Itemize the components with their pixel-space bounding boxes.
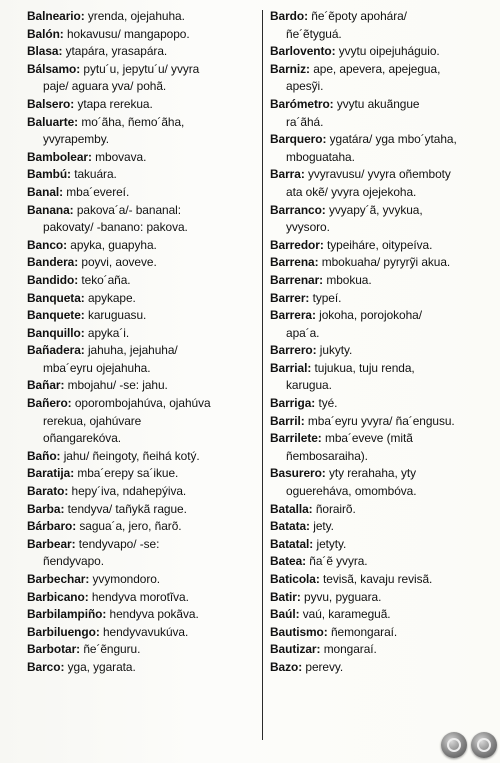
dictionary-entry: [27, 290, 257, 308]
entry-definition: ñemongaraí.: [327, 624, 398, 639]
entry-headword: Barranco:: [270, 202, 326, 217]
dictionary-entry: [270, 307, 492, 342]
dictionary-entry: [270, 553, 492, 571]
entry-headword: Banquillo:: [27, 325, 85, 340]
entry-headword: Blasa:: [27, 44, 63, 59]
entry-definition: ñe´ẽnguru.: [80, 642, 141, 657]
left-column: [27, 8, 257, 677]
entry-headword: Barrenar:: [270, 272, 324, 287]
entry-definition-continued: ra´ãhá.: [286, 114, 324, 129]
entry-definition: yrenda, ojejahuha.: [84, 9, 185, 23]
dictionary-entry: [270, 61, 492, 96]
entry-headword: Barniz:: [270, 61, 310, 76]
entry-headword: Banco:: [27, 237, 67, 252]
dictionary-entry: [27, 377, 257, 395]
next-page-icon: [477, 738, 491, 752]
dictionary-entry: [270, 641, 492, 659]
entry-headword: Barrena:: [270, 255, 319, 270]
dictionary-entry: [270, 465, 492, 500]
entry-headword: Barrial:: [270, 360, 312, 375]
dictionary-entry: [270, 272, 492, 290]
entry-definition: yvyravusu/ yvyra oñemboty: [304, 167, 451, 182]
entry-headword: Bautizar:: [270, 642, 321, 657]
entry-definition: mongaraí.: [320, 642, 377, 657]
dictionary-entry: [27, 8, 257, 26]
entry-headword: Barbilampiño:: [27, 607, 107, 622]
entry-definition: tevisã, kavaju revisã.: [319, 572, 433, 586]
dictionary-entry: [270, 659, 492, 677]
dictionary-entry: [270, 254, 492, 272]
entry-definition: jukyty.: [316, 343, 353, 358]
entry-headword: Barquero:: [270, 132, 327, 147]
entry-headword: Bambú:: [27, 167, 71, 182]
entry-definition: typeí.: [309, 290, 342, 305]
entry-definition: pakova´a/- bananal:: [73, 202, 181, 217]
entry-definition: hendyva morotĩva.: [88, 589, 189, 604]
dictionary-entry: [270, 413, 492, 431]
entry-definition-continued: paje/ aguara yva/ pohã.: [43, 79, 167, 94]
dictionary-entry: [27, 202, 257, 237]
entry-definition: mba´eyru yvyra/ ña´engusu.: [304, 413, 455, 428]
entry-headword: Bárbaro:: [27, 519, 77, 534]
dictionary-entry: [27, 395, 257, 448]
dictionary-entry: [27, 624, 257, 642]
dictionary-entry: [27, 448, 257, 466]
entry-definition: tendyvapo/ -se:: [75, 536, 160, 551]
dictionary-entry: [270, 342, 492, 360]
entry-definition: mbojahu/ -se: jahu.: [64, 378, 168, 393]
entry-headword: Barbotar:: [27, 642, 81, 657]
entry-definition: karuguasu.: [84, 308, 147, 323]
dictionary-entry: [270, 202, 492, 237]
entry-definition: poyvi, aoveve.: [78, 255, 157, 270]
dictionary-entry: [27, 659, 257, 677]
dictionary-entry: [27, 307, 257, 325]
entry-headword: Bañar:: [27, 378, 65, 393]
dictionary-entry: [270, 43, 492, 61]
entry-headword: Bálsamo:: [27, 61, 81, 76]
entry-headword: Banal:: [27, 184, 64, 199]
entry-definition: mbokua.: [323, 272, 372, 287]
entry-headword: Barbear:: [27, 536, 76, 551]
entry-definition: jety.: [309, 519, 334, 534]
entry-headword: Batatal:: [270, 536, 314, 551]
entry-definition: yvyapy´ã, yvykua,: [325, 202, 423, 217]
entry-definition-continued: ñe´ẽtyguá.: [286, 26, 342, 41]
entry-definition: yvymondoro.: [89, 572, 161, 586]
entry-headword: Bañero:: [27, 396, 72, 411]
entry-headword: Barba:: [27, 501, 65, 516]
entry-definition-continued: apa´a.: [286, 325, 320, 340]
entry-headword: Banqueta:: [27, 290, 85, 305]
entry-definition: takuára.: [70, 167, 117, 182]
entry-definition: tujukua, tuju renda,: [311, 360, 415, 375]
dictionary-entry: [270, 290, 492, 308]
dictionary-entry: [27, 43, 257, 61]
entry-definition: mbovava.: [91, 149, 147, 164]
dictionary-entry: [270, 606, 492, 624]
entry-definition: typeiháre, oitypeíva.: [323, 237, 433, 252]
entry-definition-continued: ñembosaraiha).: [286, 448, 368, 463]
entry-headword: Barlovento:: [270, 44, 336, 59]
entry-headword: Bautismo:: [270, 624, 328, 639]
entry-headword: Barómetro:: [270, 96, 334, 111]
entry-definition-continued: rerekua, ojahúvare: [43, 413, 142, 428]
entry-definition: yvytu oipejuháguio.: [335, 44, 440, 59]
dictionary-entry: [27, 571, 257, 589]
entry-headword: Barrilete:: [270, 431, 322, 446]
entry-headword: Barra:: [270, 167, 305, 182]
entry-headword: Baluarte:: [27, 114, 79, 129]
entry-headword: Batir:: [270, 589, 301, 604]
entry-definition: teko´aña.: [78, 272, 131, 287]
entry-headword: Barredor:: [270, 237, 324, 252]
dictionary-entry: [270, 395, 492, 413]
previous-page-button[interactable]: [441, 732, 467, 758]
next-page-button[interactable]: [471, 732, 497, 758]
dictionary-entry: [27, 641, 257, 659]
dictionary-entry: [27, 536, 257, 571]
dictionary-entry: [27, 184, 257, 202]
entry-definition-continued: ata okẽ/ yvyra ojejekoha.: [286, 184, 417, 199]
entry-definition: jokoha, porojokoha/: [315, 308, 422, 323]
entry-definition: mo´ãha, ñemo´ãha,: [78, 114, 185, 129]
dictionary-entry: [27, 254, 257, 272]
entry-definition-continued: mba´eyru ojejahuha.: [43, 360, 151, 375]
entry-headword: Banquete:: [27, 308, 85, 323]
entry-definition: apykape.: [84, 290, 136, 305]
entry-definition-continued: yvysoro.: [286, 220, 330, 235]
entry-definition: yty rerahaha, yty: [325, 466, 417, 481]
entry-definition: mba´eveve (mitã: [321, 431, 413, 446]
dictionary-entry: [270, 237, 492, 255]
entry-definition: perevy.: [302, 659, 344, 674]
entry-headword: Barco:: [27, 659, 65, 674]
entry-definition: apyka, guapyha.: [67, 237, 157, 252]
dictionary-entry: [270, 430, 492, 465]
entry-headword: Barbicano:: [27, 589, 89, 604]
dictionary-entry: [27, 96, 257, 114]
dictionary-entry: [27, 606, 257, 624]
dictionary-entry: [270, 589, 492, 607]
entry-headword: Barbechar:: [27, 572, 90, 586]
entry-definition-continued: karugua.: [286, 378, 332, 393]
entry-definition-continued: yvyrapemby.: [43, 132, 109, 147]
entry-headword: Barril:: [270, 413, 305, 428]
entry-definition: ygatára/ yga mbo´ytaha,: [326, 132, 457, 147]
entry-definition: ña´ẽ yvyra.: [306, 554, 368, 569]
entry-definition: ape, apevera, apejegua,: [309, 61, 441, 76]
entry-definition: hendyvavukúva.: [99, 624, 189, 639]
entry-headword: Bandido:: [27, 272, 79, 287]
dictionary-entry: [27, 61, 257, 96]
entry-definition-continued: oñangarekóva.: [43, 431, 122, 446]
dictionary-entry: [270, 518, 492, 536]
entry-definition: hepy´iva, ndahepýiva.: [68, 484, 187, 499]
entry-definition: vaú, karameguã.: [299, 607, 391, 622]
dictionary-entry: [270, 8, 492, 43]
dictionary-entry: [27, 166, 257, 184]
dictionary-entry: [27, 589, 257, 607]
dictionary-entry: [270, 501, 492, 519]
dictionary-entry: [27, 342, 257, 377]
dictionary-entry: [270, 96, 492, 131]
previous-page-icon: [447, 738, 461, 752]
entry-headword: Baño:: [27, 448, 61, 463]
entry-definition: apyka´i.: [84, 325, 130, 340]
entry-definition: tendyva/ tañykã rague.: [64, 501, 187, 516]
dictionary-entry: [27, 272, 257, 290]
dictionary-entry: [27, 483, 257, 501]
entry-headword: Baúl:: [270, 607, 300, 622]
entry-definition: ytapa rerekua.: [74, 96, 153, 111]
column-divider: [262, 10, 263, 740]
entry-definition: mba´erepy sa´ikue.: [74, 466, 179, 481]
entry-definition: ytapára, yrasapára.: [62, 44, 168, 59]
entry-headword: Balsero:: [27, 96, 75, 111]
dictionary-entry: [270, 166, 492, 201]
dictionary-entry: [270, 536, 492, 554]
entry-headword: Barrera:: [270, 308, 316, 323]
entry-definition: sagua´a, jero, ñarõ.: [76, 519, 182, 534]
entry-headword: Banana:: [27, 202, 74, 217]
dictionary-entry: [27, 149, 257, 167]
entry-headword: Balón:: [27, 26, 64, 41]
entry-headword: Barato:: [27, 484, 69, 499]
entry-headword: Bardo:: [270, 9, 309, 23]
entry-definition: yvytu akuãngue: [333, 96, 420, 111]
entry-headword: Baticola:: [270, 572, 320, 586]
entry-definition-continued: apesỹi.: [286, 79, 324, 94]
entry-definition: jetyty.: [313, 536, 347, 551]
entry-headword: Baratija:: [27, 466, 75, 481]
entry-definition: mbokuaha/ pyryrỹi akua.: [318, 255, 451, 270]
entry-headword: Barrero:: [270, 343, 317, 358]
entry-definition: pyvu, pyguara.: [300, 589, 382, 604]
entry-definition: tyé.: [315, 396, 338, 411]
entry-definition: oporombojahúva, ojahúva: [71, 396, 211, 411]
entry-headword: Bazo:: [270, 659, 303, 674]
dictionary-entry: [27, 237, 257, 255]
dictionary-entry: [27, 114, 257, 149]
entry-definition-continued: mboguataha.: [286, 149, 355, 164]
dictionary-entry: [27, 26, 257, 44]
entry-headword: Barbiluengo:: [27, 624, 100, 639]
entry-definition: ñe´ẽpoty apohára/: [308, 9, 407, 23]
entry-definition: hendyva pokãva.: [106, 607, 199, 622]
entry-headword: Batata:: [270, 519, 310, 534]
entry-definition: pytu´u, jepytu´u/ yvyra: [80, 61, 200, 76]
dictionary-entry: [270, 571, 492, 589]
right-column: [270, 8, 492, 677]
entry-definition-continued: oguereháva, omombóva.: [286, 484, 417, 499]
entry-definition: mba´evereí.: [63, 184, 130, 199]
entry-definition: jahuha, jejahuha/: [84, 343, 178, 358]
entry-headword: Bambolear:: [27, 149, 92, 164]
entry-headword: Bañadera:: [27, 343, 85, 358]
dictionary-entry: [270, 360, 492, 395]
dictionary-entry: [27, 465, 257, 483]
entry-definition: jahu/ ñeingoty, ñeihá kotý.: [60, 448, 200, 463]
dictionary-entry: [27, 501, 257, 519]
entry-definition: ñorairõ.: [312, 501, 356, 516]
entry-headword: Basurero:: [270, 466, 326, 481]
entry-definition: hokavusu/ mangapopo.: [63, 26, 190, 41]
entry-definition: yga, ygarata.: [64, 659, 136, 674]
entry-headword: Barriga:: [270, 396, 316, 411]
entry-definition-continued: pakovaty/ -banano: pakova.: [43, 220, 188, 235]
entry-definition-continued: ñendyvapo.: [43, 554, 104, 569]
entry-headword: Barrer:: [270, 290, 310, 305]
dictionary-entry: [27, 518, 257, 536]
dictionary-entry: [270, 624, 492, 642]
dictionary-entry: [270, 131, 492, 166]
entry-headword: Bandera:: [27, 255, 79, 270]
entry-headword: Batea:: [270, 554, 307, 569]
entry-headword: Balneario:: [27, 9, 85, 23]
entry-headword: Batalla:: [270, 501, 313, 516]
dictionary-entry: [27, 325, 257, 343]
